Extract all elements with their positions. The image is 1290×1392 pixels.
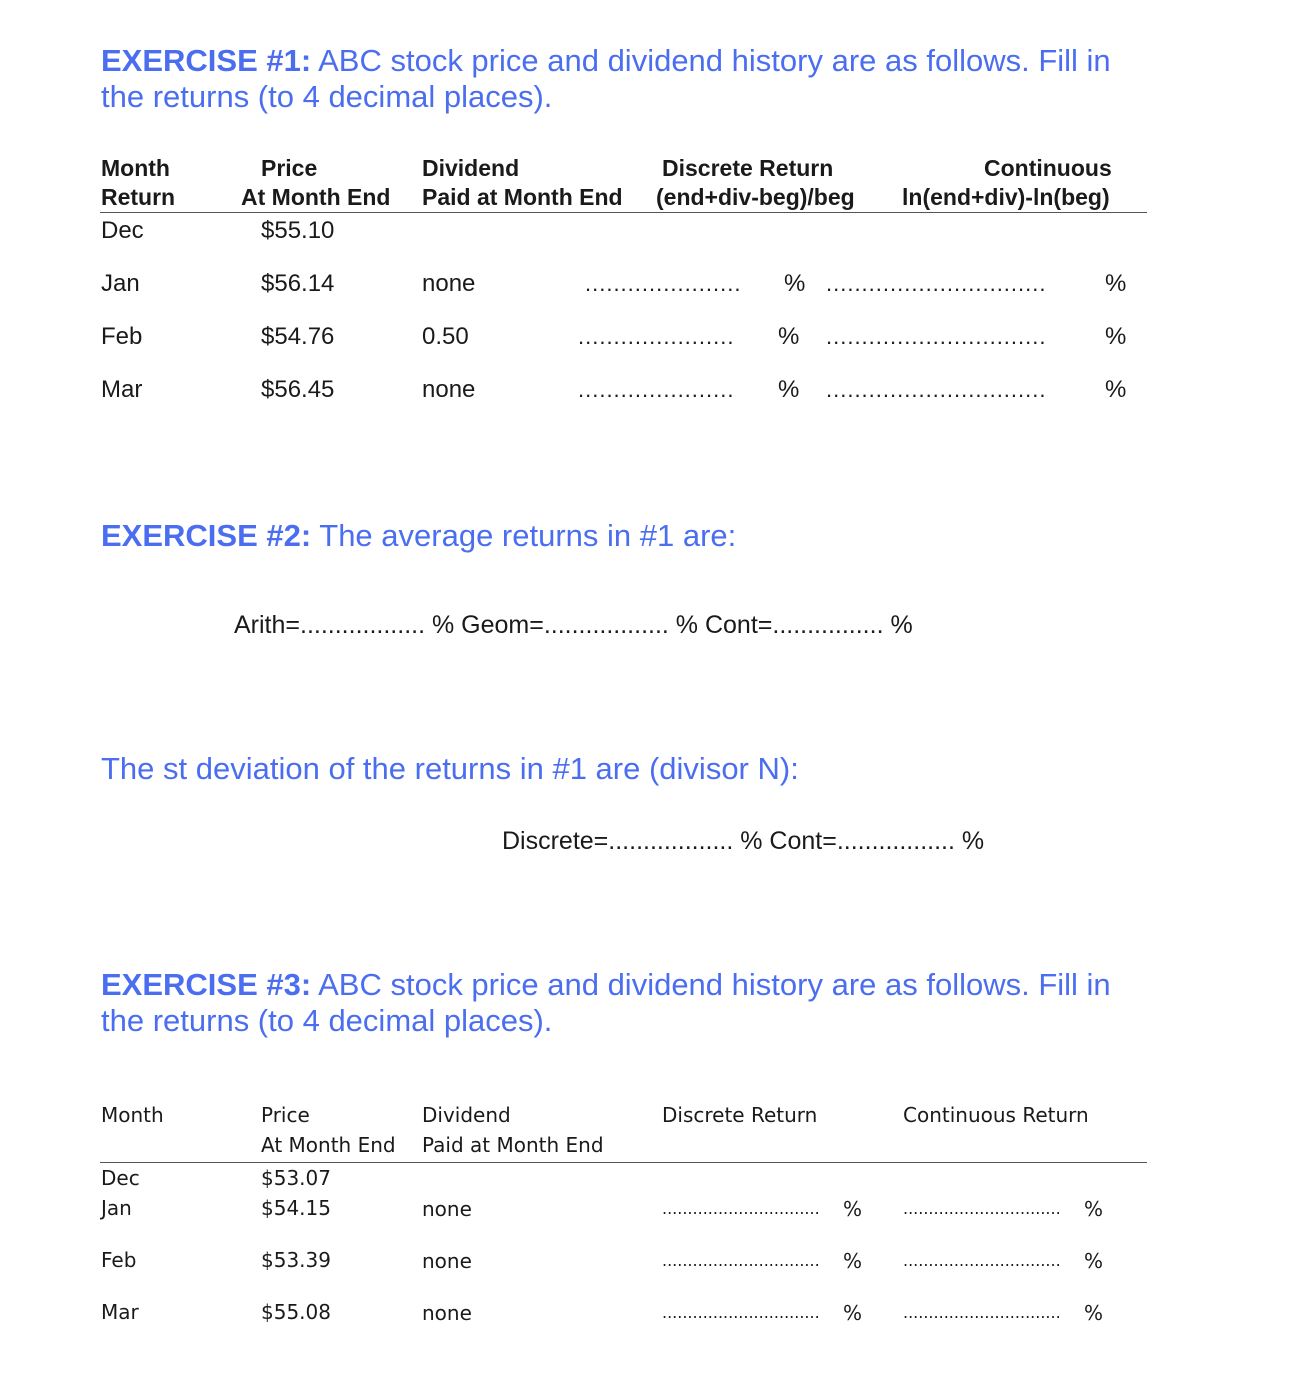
ex1-row-mar-cont-blank[interactable]: ............................... bbox=[826, 377, 1047, 402]
ex3-row-mar-cont-blank[interactable]: ............................... bbox=[903, 1303, 1061, 1322]
ex1-row-jan-price: $56.14 bbox=[261, 270, 335, 297]
exercise-3-text-line1: ABC stock price and dividend history are as follows. Fill in bbox=[311, 967, 1111, 1002]
ex3-header-price: Price bbox=[261, 1103, 310, 1127]
ex3-row-jan-month: Jan bbox=[101, 1196, 132, 1220]
ex3-row-jan-dividend: none bbox=[422, 1197, 472, 1221]
exercise-1-text-line1: ABC stock price and dividend history are as follows. Fill in bbox=[311, 43, 1111, 78]
ex3-row-feb-discrete-blank[interactable]: ............................... bbox=[662, 1251, 820, 1270]
ex3-row-mar-dividend: none bbox=[422, 1301, 472, 1325]
ex3-header-discrete: Discrete Return bbox=[662, 1103, 818, 1127]
ex1-header-price: Price bbox=[261, 155, 318, 181]
ex1-row-mar-price: $56.45 bbox=[261, 376, 335, 403]
ex1-header-rule bbox=[100, 212, 1147, 213]
ex1-header-discrete: Discrete Return bbox=[662, 155, 834, 181]
exercise-2-title bbox=[101, 518, 736, 554]
ex3-header-price-sub: At Month End bbox=[261, 1133, 396, 1157]
ex3-row-feb-month: Feb bbox=[101, 1248, 137, 1272]
ex1-row-mar-discrete-blank[interactable]: ...................... bbox=[578, 377, 735, 402]
ex3-row-mar-discrete-blank[interactable]: ............................... bbox=[662, 1303, 820, 1322]
ex3-row-mar-price: $55.08 bbox=[261, 1300, 331, 1324]
ex1-header-continuous-sub: ln(end+div)-ln(beg) bbox=[902, 184, 1110, 210]
ex1-row-dec-month: Dec bbox=[101, 217, 144, 244]
ex1-header-return: Return bbox=[101, 184, 176, 210]
ex1-row-feb-dividend: 0.50 bbox=[422, 323, 469, 350]
ex1-row-jan-discrete-blank[interactable]: ...................... bbox=[585, 271, 742, 296]
exercise-2-text: The average returns in #1 are: bbox=[311, 518, 737, 553]
ex1-row-mar-discrete-unit: % bbox=[778, 376, 800, 403]
stdev-title: The st deviation of the returns in #1 are (divisor N): bbox=[101, 751, 799, 786]
averages-line[interactable]: Arith=.................. % Geom=.................. % Cont=................ % bbox=[234, 611, 913, 639]
ex3-row-mar-month: Mar bbox=[101, 1300, 139, 1324]
ex3-row-mar-cont-unit: % bbox=[1084, 1301, 1104, 1325]
ex1-row-jan-cont-blank[interactable]: ............................... bbox=[826, 271, 1047, 296]
ex3-row-jan-discrete-unit: % bbox=[843, 1197, 863, 1221]
ex1-row-feb-discrete-unit: % bbox=[778, 323, 800, 350]
ex1-row-mar-month: Mar bbox=[101, 376, 143, 403]
ex1-row-jan-dividend: none bbox=[422, 270, 476, 297]
ex1-header-dividend: Dividend bbox=[422, 155, 520, 181]
ex3-header-dividend-sub: Paid at Month End bbox=[422, 1133, 604, 1157]
ex3-row-dec-month: Dec bbox=[101, 1166, 140, 1190]
ex1-header-price-sub: At Month End bbox=[241, 184, 391, 210]
ex1-row-feb-cont-blank[interactable]: ............................... bbox=[826, 324, 1047, 349]
exercise-3-title bbox=[101, 967, 1111, 1003]
ex1-header-discrete-sub: (end+div-beg)/beg bbox=[656, 184, 855, 210]
exercise-3-text-line2: the returns (to 4 decimal places). bbox=[101, 1003, 553, 1038]
ex3-row-feb-cont-blank[interactable]: ............................... bbox=[903, 1251, 1061, 1270]
stdev-line[interactable]: Discrete=.................. % Cont=................. % bbox=[502, 827, 985, 855]
ex3-row-jan-cont-blank[interactable]: ............................... bbox=[903, 1199, 1061, 1218]
ex3-row-feb-dividend: none bbox=[422, 1249, 472, 1273]
ex1-row-feb-month: Feb bbox=[101, 323, 143, 350]
ex1-header-continuous: Continuous bbox=[984, 155, 1112, 181]
ex3-row-feb-price: $53.39 bbox=[261, 1248, 331, 1272]
ex3-row-feb-discrete-unit: % bbox=[843, 1249, 863, 1273]
ex3-row-jan-price: $54.15 bbox=[261, 1196, 331, 1220]
exercise-2-label: EXERCISE #2: bbox=[101, 518, 312, 553]
ex3-row-jan-discrete-blank[interactable]: ............................... bbox=[662, 1199, 820, 1218]
ex3-header-rule bbox=[100, 1162, 1147, 1163]
exercise-1-label: EXERCISE #1: bbox=[101, 43, 312, 78]
exercise-1-title bbox=[101, 43, 1111, 79]
exercise-1-text-line2: the returns (to 4 decimal places). bbox=[101, 79, 553, 114]
exercise-3-label: EXERCISE #3: bbox=[101, 967, 312, 1002]
ex1-header-dividend-sub: Paid at Month End bbox=[422, 184, 623, 210]
ex3-header-dividend: Dividend bbox=[422, 1103, 511, 1127]
ex1-row-mar-dividend: none bbox=[422, 376, 476, 403]
ex1-row-jan-month: Jan bbox=[101, 270, 140, 297]
ex3-row-jan-cont-unit: % bbox=[1084, 1197, 1104, 1221]
ex1-row-feb-cont-unit: % bbox=[1105, 323, 1127, 350]
ex1-row-feb-price: $54.76 bbox=[261, 323, 335, 350]
ex3-row-dec-price: $53.07 bbox=[261, 1166, 331, 1190]
ex1-row-jan-discrete-unit: % bbox=[784, 270, 806, 297]
ex3-row-feb-cont-unit: % bbox=[1084, 1249, 1104, 1273]
ex1-row-feb-discrete-blank[interactable]: ...................... bbox=[578, 324, 735, 349]
ex1-header-month: Month bbox=[101, 155, 170, 181]
ex1-row-jan-cont-unit: % bbox=[1105, 270, 1127, 297]
ex1-row-dec-price: $55.10 bbox=[261, 217, 335, 244]
ex3-header-continuous: Continuous Return bbox=[903, 1103, 1089, 1127]
ex3-header-month: Month bbox=[101, 1103, 164, 1127]
ex3-row-mar-discrete-unit: % bbox=[843, 1301, 863, 1325]
ex1-row-mar-cont-unit: % bbox=[1105, 376, 1127, 403]
